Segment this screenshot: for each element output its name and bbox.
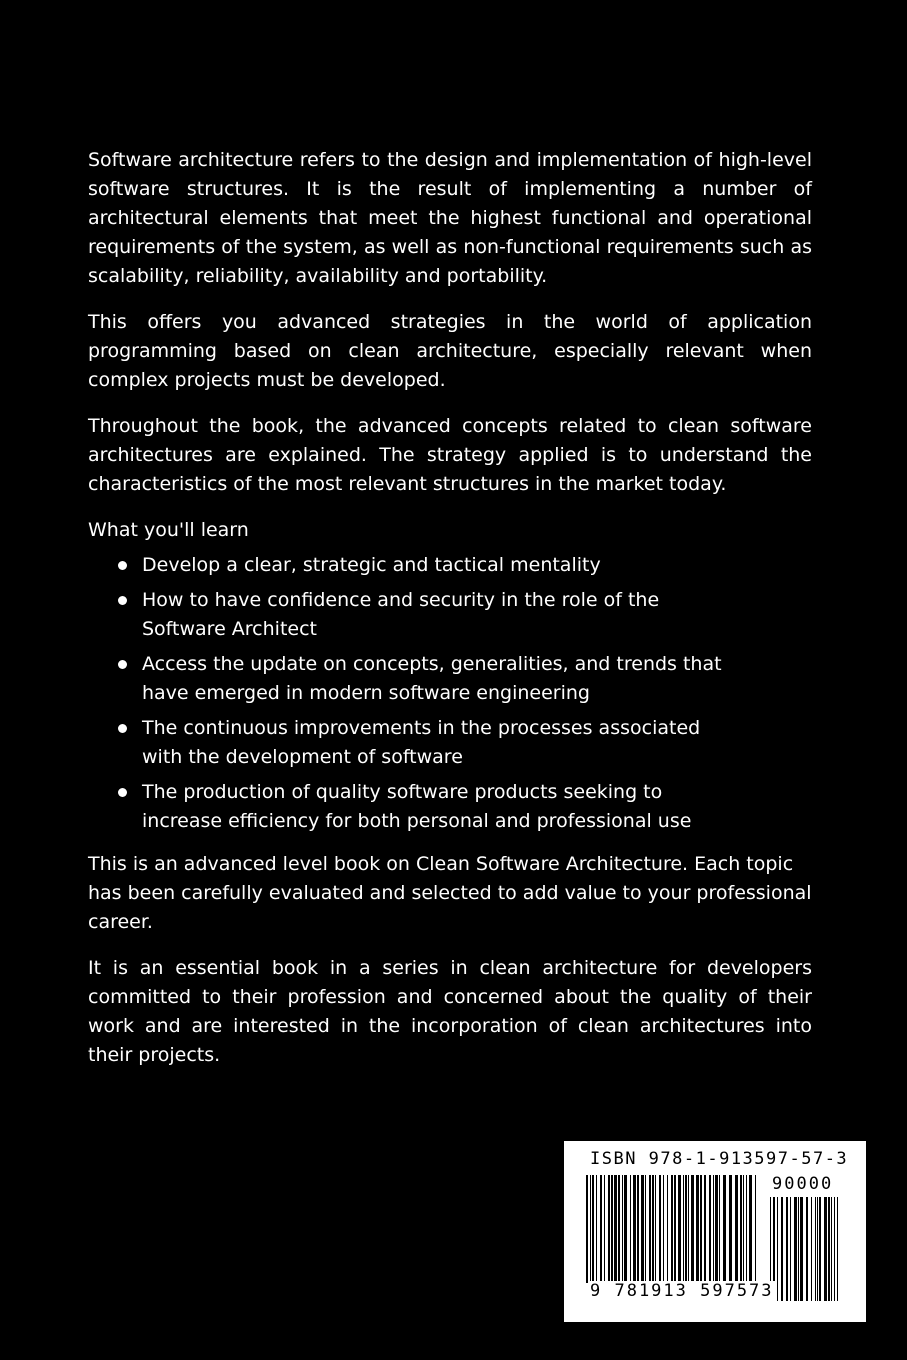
barcode-bar xyxy=(671,1175,673,1283)
barcode-addon-bar xyxy=(781,1197,783,1301)
barcode-addon-bar xyxy=(834,1197,835,1301)
barcode-bar xyxy=(740,1175,742,1283)
barcode-bar xyxy=(600,1175,602,1283)
barcode-bar xyxy=(723,1175,726,1283)
barcode-bar xyxy=(709,1175,711,1283)
isbn-barcode xyxy=(564,1141,866,1322)
barcode-addon-bar xyxy=(811,1197,812,1301)
barcode-bar xyxy=(622,1175,623,1283)
barcode-addon-bar xyxy=(824,1197,827,1301)
barcode-bar xyxy=(592,1175,594,1283)
barcode-addon-bar xyxy=(790,1197,791,1301)
intro-paragraph: Software architecture refers to the design and implementation of high-level software structures. It is the result of implementing a number of architectural elements that meet the highest functional and operational requirements of the system, as well as non-functional requirements such as scalability, reliability, availability and portability. xyxy=(88,149,812,287)
barcode-addon-bar xyxy=(819,1197,821,1301)
list-item: Access the update on concepts, generalities, and trends that have emerged in modern software engineering xyxy=(88,650,742,708)
isbn-label: ISBN 978-1-913597-57-3 xyxy=(590,1149,849,1169)
barcode-bar xyxy=(678,1175,681,1283)
bullet-icon xyxy=(118,660,127,669)
barcode-bar xyxy=(624,1175,627,1283)
barcode-bar xyxy=(645,1175,646,1283)
barcode-bar xyxy=(746,1175,747,1283)
barcode-bar xyxy=(608,1175,610,1283)
barcode-addon-bar xyxy=(786,1197,788,1301)
bullet-icon xyxy=(118,561,127,570)
barcode-bar xyxy=(688,1175,689,1283)
barcode-bar xyxy=(691,1175,694,1283)
barcode-bar xyxy=(696,1175,699,1283)
barcode-bar xyxy=(683,1175,684,1283)
bullet-icon xyxy=(118,596,127,605)
barcode-bar xyxy=(700,1175,702,1283)
barcode-bar xyxy=(590,1175,591,1283)
barcode-addon-bar xyxy=(815,1197,816,1301)
barcode-bar xyxy=(630,1175,631,1283)
barcode-bar xyxy=(667,1175,668,1283)
barcode-addon-bar xyxy=(798,1197,799,1301)
level-paragraph: This is an advanced level book on Clean Software Architecture. Each topic has been carefully evaluated and selected to add value to your professional career. xyxy=(88,853,812,933)
barcode-bar xyxy=(715,1175,718,1283)
series-paragraph: It is an essential book in a series in clean architecture for developers committed to their profession and concerned about the quality of their work and are interested in the incorporation of clean architectures into their projects. xyxy=(88,957,812,1066)
learn-heading: What you'll learn xyxy=(88,519,249,541)
barcode-addon-bar xyxy=(828,1197,830,1301)
barcode-addon-bar xyxy=(806,1197,808,1301)
barcode-bar xyxy=(618,1175,620,1283)
barcode-bar xyxy=(755,1175,756,1283)
list-item: The continuous improvements in the processes associated with the development of software xyxy=(88,714,742,772)
barcode-bar xyxy=(596,1175,597,1283)
barcode-bar xyxy=(655,1175,656,1283)
barcode-addon-bar xyxy=(837,1197,838,1301)
barcode-bar xyxy=(749,1175,752,1283)
barcode-bar xyxy=(633,1175,636,1283)
barcode-bar xyxy=(652,1175,654,1283)
barcode-bar xyxy=(637,1175,639,1283)
barcode-bar xyxy=(743,1175,744,1283)
barcode-bar xyxy=(611,1175,613,1283)
addon-digits: 90000 xyxy=(772,1174,834,1194)
barcode-addon-bar xyxy=(794,1197,797,1301)
barcode-bar xyxy=(729,1175,732,1283)
bullet-icon xyxy=(118,788,127,797)
learn-list xyxy=(88,551,812,836)
back-cover-text xyxy=(88,146,812,1087)
barcode-bar xyxy=(685,1175,687,1283)
list-item: How to have confidence and security in the role of the Software Architect xyxy=(88,586,742,644)
barcode-bar xyxy=(704,1175,706,1283)
barcode-addon-bar xyxy=(831,1197,832,1301)
list-item: The production of quality software products seeking to increase efficiency for both personal and professional use xyxy=(88,778,742,836)
barcode-bar xyxy=(719,1175,720,1283)
barcode-bar xyxy=(604,1175,605,1283)
barcode-bar xyxy=(586,1175,588,1283)
barcode-bar xyxy=(641,1175,644,1283)
strategies-paragraph: This offers you advanced strategies in the world of application programming based on clean architecture, especially relevant when complex projects must be developed. xyxy=(88,311,812,391)
ean-digits: 9 781913 597573 xyxy=(590,1281,774,1301)
barcode-addon-bar xyxy=(817,1197,818,1301)
bullet-icon xyxy=(118,724,127,733)
barcode-addon-bar xyxy=(777,1197,778,1301)
barcode-bar xyxy=(674,1175,676,1283)
list-item: Develop a clear, strategic and tactical mentality xyxy=(88,551,742,580)
barcode-bar xyxy=(649,1175,651,1283)
barcode-bar xyxy=(659,1175,661,1283)
barcode-bar xyxy=(614,1175,617,1283)
barcode-bar xyxy=(713,1175,714,1283)
barcode-addon-bar xyxy=(800,1197,803,1301)
barcode-bar xyxy=(663,1175,664,1283)
barcode-bar xyxy=(735,1175,738,1283)
concepts-paragraph: Throughout the book, the advanced concepts related to clean software architectures are explained. The strategy applied is to understand the characteristics of the most relevant structures in the market today. xyxy=(88,415,812,495)
